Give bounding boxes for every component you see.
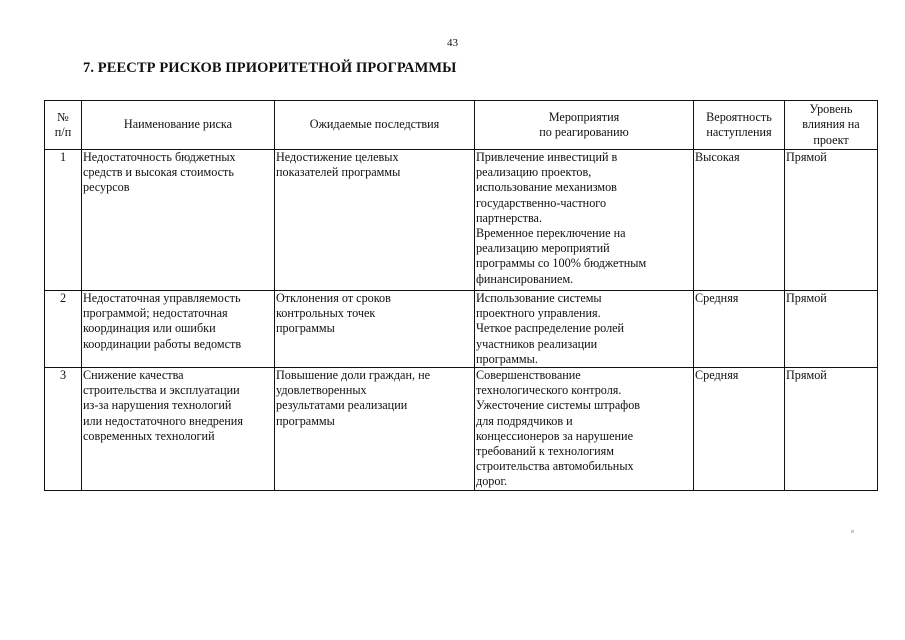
- risk-name-cell: Недостаточность бюджетных средств и высокая стоимость ресурсов: [82, 150, 275, 291]
- row-number: 1: [45, 150, 82, 291]
- table-row: [45, 291, 878, 368]
- consequences-cell: Повышение доли граждан, не удовлетворенных результатами реализации программы: [275, 368, 475, 491]
- impact-cell: Прямой: [785, 150, 878, 291]
- table-header-row: [45, 101, 878, 150]
- consequences-cell: Отклонения от сроков контрольных точек программы: [275, 291, 475, 368]
- probability-cell: Высокая: [694, 150, 785, 291]
- consequences-cell: Недостижение целевых показателей программы: [275, 150, 475, 291]
- impact-cell: Прямой: [785, 291, 878, 368]
- risk-register-table: [44, 100, 878, 491]
- impact-cell: Прямой: [785, 368, 878, 491]
- header-measures: Мероприятия по реагированию: [475, 101, 694, 150]
- header-number: № п/п: [45, 101, 82, 150]
- header-risk-name: Наименование риска: [82, 101, 275, 150]
- table-row: [45, 368, 878, 491]
- header-consequences: Ожидаемые последствия: [275, 101, 475, 150]
- header-impact: Уровень влияния на проект: [785, 101, 878, 150]
- row-number: 3: [45, 368, 82, 491]
- risk-name-cell: Недостаточная управляемость программой; недостаточная координация или ошибки координации работы ведомств: [82, 291, 275, 368]
- header-probability: Вероятность наступления: [694, 101, 785, 150]
- measures-cell: Совершенствование технологического контроля. Ужесточение системы штрафов для подрядчиков и концессионеров за нарушение требований к технологиям строительства автомобильных дорог.: [475, 368, 694, 491]
- page-number: 43: [447, 37, 458, 49]
- probability-cell: Средняя: [694, 291, 785, 368]
- risk-name-cell: Снижение качества строительства и эксплуатации из-за нарушения технологий или недостаточного внедрения современных технологий: [82, 368, 275, 491]
- probability-cell: Средняя: [694, 368, 785, 491]
- measures-cell: Использование системы проектного управления. Четкое распределение ролей участников реализации программы.: [475, 291, 694, 368]
- measures-cell: Привлечение инвестиций в реализацию проектов, использование механизмов государственно-частного партнерства. Временное переключение на реализацию мероприятий программы со 100% бюджетным финансированием.: [475, 150, 694, 291]
- section-title: 7. РЕЕСТР РИСКОВ ПРИОРИТЕТНОЙ ПРОГРАММЫ: [83, 60, 457, 76]
- table-row: [45, 150, 878, 291]
- scan-speck: [851, 530, 854, 533]
- table-body: [45, 150, 878, 491]
- row-number: 2: [45, 291, 82, 368]
